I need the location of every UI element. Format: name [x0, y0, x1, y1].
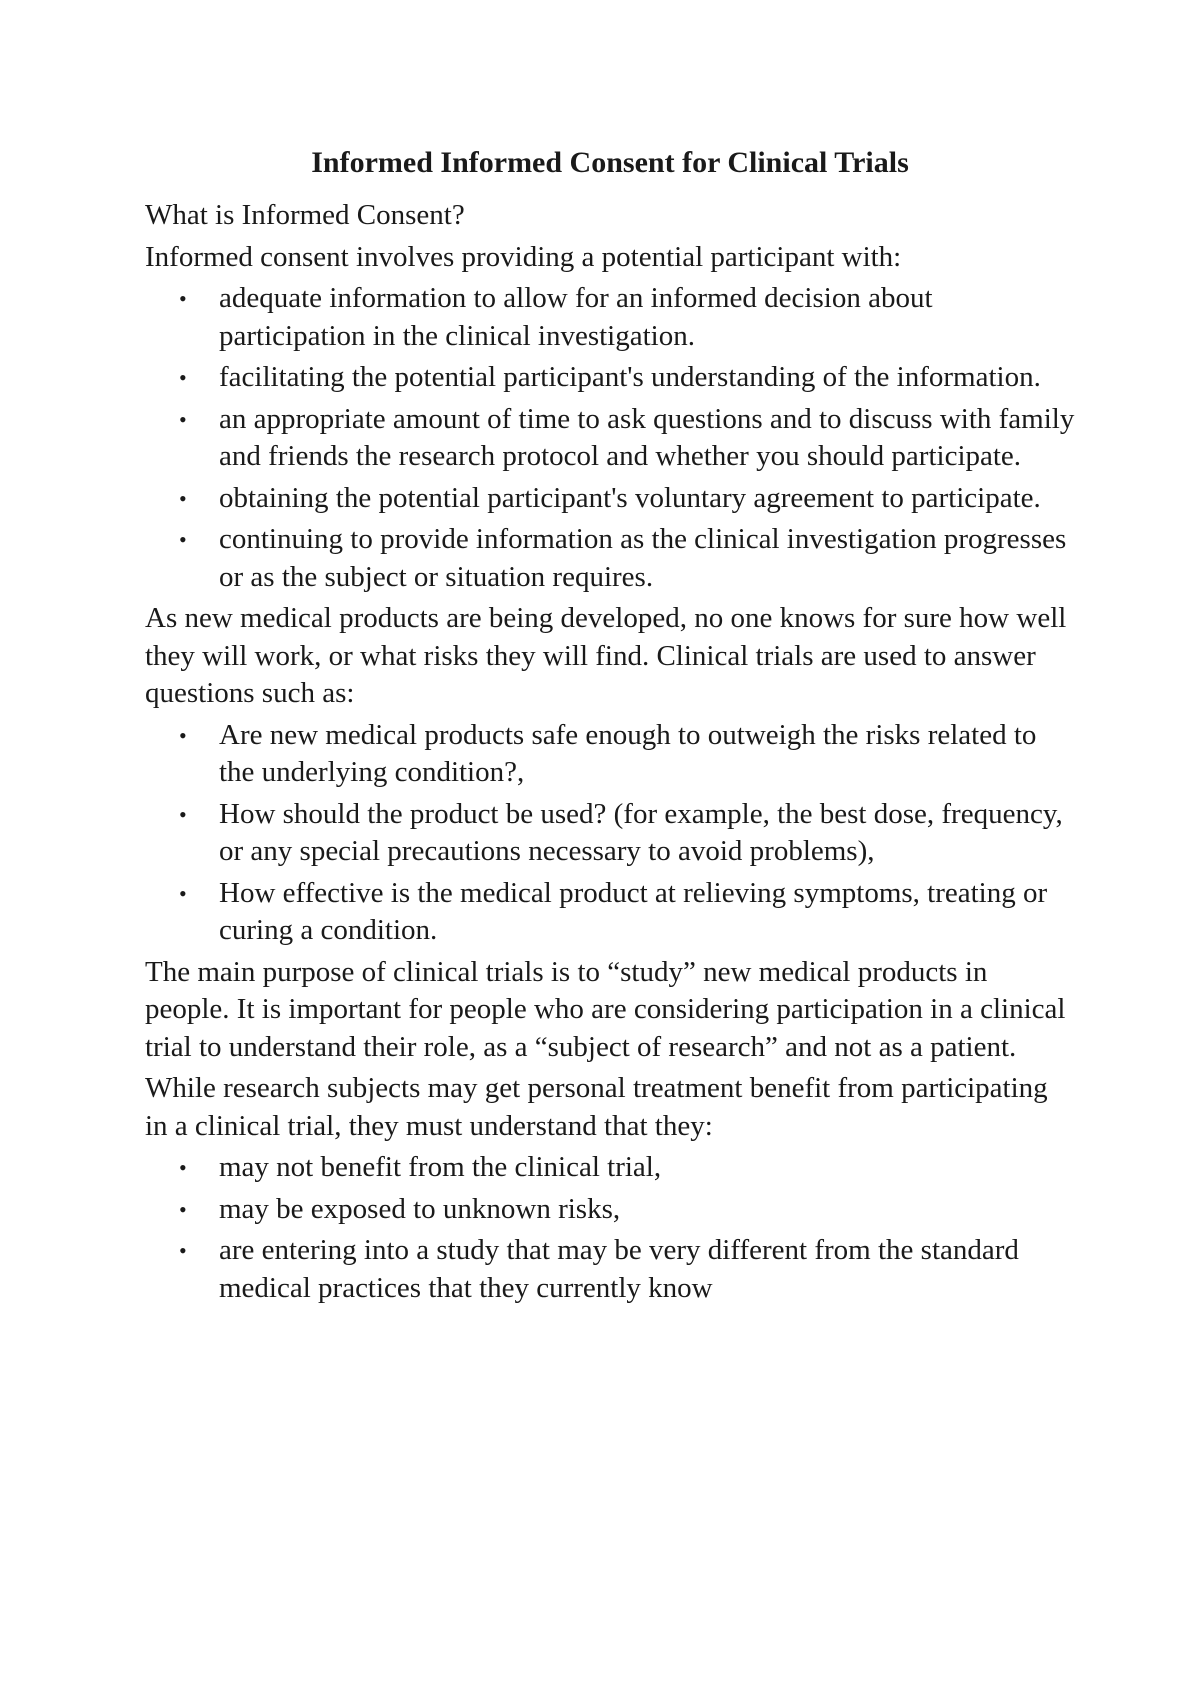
- list-item-text: adequate information to allow for an informed decision about participation in the clinical investigation.: [219, 282, 933, 352]
- bullet-icon: •: [179, 365, 187, 390]
- bullet-icon: •: [179, 406, 187, 432]
- purpose-paragraph: The main purpose of clinical trials is to “study” new medical products in people. It is important for people who are considering participation in a clinical trial to understand their role, as a “subject of research” and not as a patient.: [145, 955, 1066, 1063]
- list-item-text: an appropriate amount of time to ask questions and to discuss with family and friends the research protocol and whether you should participate.: [219, 402, 1075, 472]
- list-item-text: How effective is the medical product at relieving symptoms, treating or curing a condition.: [219, 876, 1048, 946]
- list-item-text: facilitating the potential participant's understanding of the information.: [219, 361, 1041, 393]
- bullet-icon: •: [179, 527, 187, 552]
- bullet-icon: •: [179, 1196, 187, 1222]
- bullet-icon: •: [179, 722, 187, 748]
- list-item: [145, 1149, 1075, 1187]
- list-item: [145, 280, 1075, 355]
- list-item-text: may be exposed to unknown risks,: [219, 1192, 621, 1225]
- bullet-icon: •: [179, 801, 187, 827]
- list-item-text: Are new medical products safe enough to outweigh the risks related to the underlying condition?,: [219, 718, 1037, 788]
- list-item: [145, 717, 1075, 792]
- bullet-icon: •: [179, 485, 187, 511]
- intro-paragraph: Informed consent involves providing a potential participant with:: [145, 240, 902, 273]
- list-item: [145, 1191, 1075, 1229]
- list-item: [145, 401, 1075, 476]
- bullet-icon: •: [179, 880, 187, 906]
- list-item: [145, 796, 1075, 871]
- page-title: Informed Informed Consent for Clinical Trials: [311, 146, 909, 179]
- list-item: [145, 521, 1075, 596]
- list-item-text: may not benefit from the clinical trial,: [219, 1151, 662, 1183]
- subject-understanding-list: [145, 1149, 1075, 1307]
- list-item: [145, 875, 1075, 950]
- list-item: [145, 1232, 1075, 1307]
- trial-questions-list: [145, 717, 1075, 950]
- bullet-icon: •: [179, 286, 187, 311]
- list-item-text: continuing to provide information as the clinical investigation progresses or as the subject or situation requires.: [219, 523, 1067, 593]
- subheading: What is Informed Consent?: [145, 199, 465, 231]
- benefit-paragraph: While research subjects may get personal treatment benefit from participating in a clinical trial, they must understand that they:: [145, 1072, 1048, 1142]
- list-item-text: are entering into a study that may be very different from the standard medical practices that they currently know: [219, 1234, 1019, 1304]
- bullet-icon: •: [179, 1238, 187, 1263]
- consent-elements-list: [145, 280, 1075, 596]
- list-item: [145, 480, 1075, 518]
- clinical-trials-paragraph: As new medical products are being developed, no one knows for sure how well they will work, or what risks they will find. Clinical trials are used to answer questions such as:: [145, 602, 1067, 709]
- document-body: [145, 143, 1075, 1311]
- list-item-text: How should the product be used? (for example, the best dose, frequency, or any special precautions necessary to avoid problems),: [219, 797, 1063, 867]
- list-item: [145, 359, 1075, 397]
- bullet-icon: •: [179, 1155, 187, 1180]
- list-item-text: obtaining the potential participant's voluntary agreement to participate.: [219, 481, 1041, 514]
